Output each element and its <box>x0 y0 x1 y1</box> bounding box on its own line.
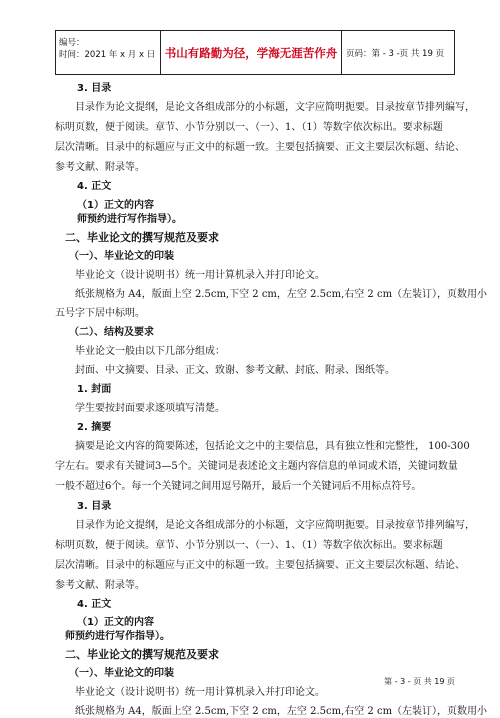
page-header <box>55 30 455 75</box>
paragraph-line: 参考文献、附录等。 <box>55 162 145 173</box>
paragraph-line: 标明页数，便于阅读。章节、小节分别以一、（一）、1、（1）等数字依次标出。要求标题 <box>55 540 443 551</box>
heading-body: 4. 正文 <box>77 599 112 610</box>
heading-cover: 1. 封面 <box>77 384 112 395</box>
subsection-heading: （二）、结构及要求 <box>69 327 154 338</box>
subheading-body-content: （1）正文的内容 <box>77 200 154 211</box>
header-number: 编号： <box>59 38 85 48</box>
paragraph-line: 摘要是论文内容的简要陈述，包括论文之中的主要信息，具有独立性和完整性， 100-300 <box>75 441 470 452</box>
paragraph-line: 五号字下居中标明。 <box>55 308 145 319</box>
paragraph-line: 标明页数，便于阅读。章节、小节分别以一、（一）、1、（1）等数字依次标出。要求标题 <box>55 122 443 133</box>
header-page: 页码：第 - 3 -页 共 19 页 <box>346 48 445 59</box>
paragraph-line: 毕业论文（设计说明书）统一用计算机录入并打印论文。 <box>75 687 325 698</box>
paragraph-line: 封面、中文摘要、目录、正文、致谢、参考文献、封底、附录、图纸等。 <box>75 365 395 376</box>
subheading-body-content: （1）正文的内容 <box>77 617 154 628</box>
page-footer: 第 - 3 - 页 共 19 页 <box>384 677 455 686</box>
paragraph-line: 一般不超过6个。每一个关键词之间用逗号隔开，最后一个关键词后不用标点符号。 <box>55 481 422 492</box>
subsection-heading: （一）、毕业论文的印装 <box>69 251 174 262</box>
header-meta <box>56 31 161 74</box>
paragraph-line: 层次清晰。目录中的标题应与正文中的标题一致。主要包括摘要、正文主要层次标题、结论、 <box>55 142 465 153</box>
section-heading: 二、毕业论文的撰写规范及要求 <box>65 231 219 244</box>
paragraph-line: 参考文献、附录等。 <box>55 580 145 591</box>
header-motto: 书山有路勤为径，学海无涯苦作舟 <box>161 31 342 74</box>
heading-body: 4. 正文 <box>77 181 112 192</box>
paragraph-line: 目录作为论文提纲，是论文各组成部分的小标题，文字应简明扼要。目录按章节排列编写， <box>75 520 475 531</box>
heading-abstract: 2. 摘要 <box>77 422 112 433</box>
header-date: 时间：2021 年 x 月 x 日 <box>59 50 156 60</box>
heading-toc: 3. 目录 <box>77 83 112 94</box>
paragraph-line: 师预约进行写作指导）。 <box>65 631 170 642</box>
paragraph-line: 毕业论文（设计说明书）统一用计算机录入并打印论文。 <box>75 270 325 281</box>
paragraph-line: 目录作为论文提纲，是论文各组成部分的小标题，文字应简明扼要。目录按章节排列编写， <box>75 102 475 113</box>
paragraph-line: 纸张规格为 A4，版面上空 2.5cm,下空 2 cm，左空 2.5cm,右空 2 cm（左装订），页数用小 <box>75 706 488 717</box>
subsection-heading: （一）、毕业论文的印装 <box>69 668 174 679</box>
paragraph-line: 师预约进行写作指导）。 <box>77 214 182 225</box>
paragraph-line: 字左右。要求有关键词3—5个。关键词是表述论文主题内容信息的单词或术语，关键词数量 <box>55 461 458 472</box>
heading-toc: 3. 目录 <box>77 501 112 512</box>
section-heading: 二、毕业论文的撰写规范及要求 <box>65 648 219 661</box>
paragraph-line: 学生要按封面要求逐项填写清楚。 <box>75 403 225 414</box>
paragraph-line: 纸张规格为 A4，版面上空 2.5cm,下空 2 cm，左空 2.5cm,右空 2 cm（左装订），页数用小 <box>75 289 488 300</box>
paragraph-line: 层次清晰。目录中的标题应与正文中的标题一致。主要包括摘要、正文主要层次标题、结论、 <box>55 560 465 571</box>
paragraph-line: 毕业论文一般由以下几部分组成： <box>75 346 225 357</box>
